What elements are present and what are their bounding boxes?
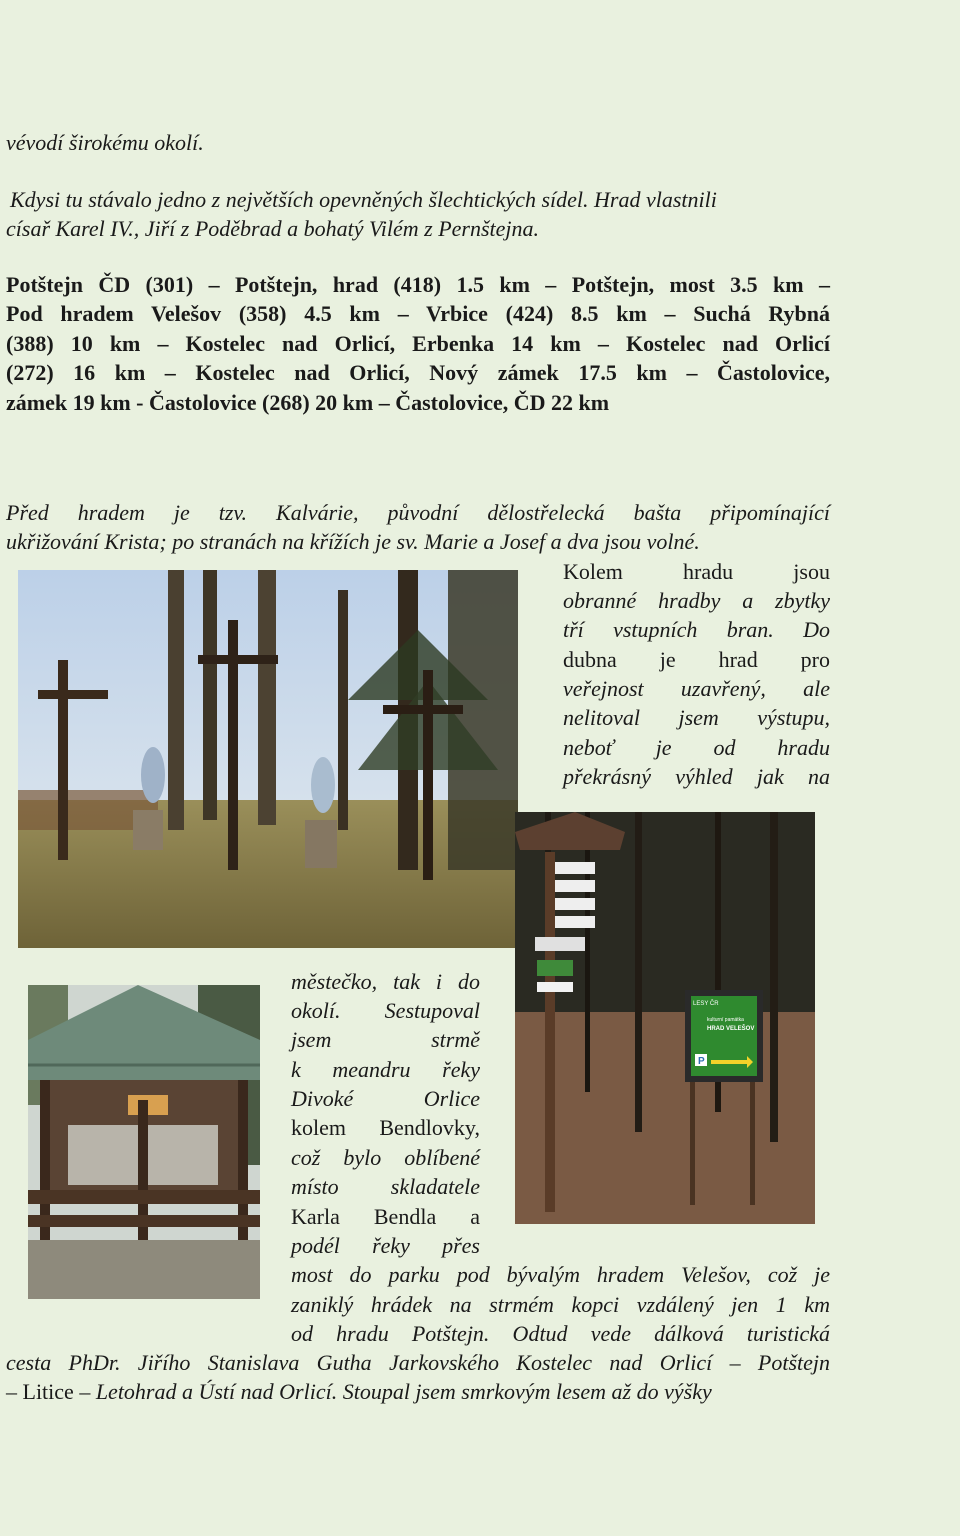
closing-line-5: – Litice – Letohrad a Ústí nad Orlicí. Stoupal jsem smrkovým lesem až do výšky (6, 1379, 712, 1404)
right-col-line-4: dubna je hrad pro (563, 647, 830, 672)
right-col-line-7: neboť je od hradu (563, 735, 830, 760)
mid-col-line-6: kolem Bendlovky, (291, 1115, 480, 1140)
route-line-3: (388) 10 km – Kostelec nad Orlicí, Erbenka 14 km – Kostelec nad Orlicí (6, 331, 830, 356)
closing-line-1: most do parku pod bývalým hradem Velešov, což je (291, 1262, 830, 1287)
route-line-4: (272) 16 km – Kostelec nad Orlicí, Nový zámek 17.5 km – Častolovice, (6, 360, 830, 385)
right-col-line-2: obranné hradby a zbytky (563, 588, 830, 613)
right-col-line-6: nelitoval jsem výstupu, (563, 705, 830, 730)
mid-col-line-8: místo skladatele (291, 1174, 480, 1199)
right-col-line-3: tří vstupních bran. Do (563, 617, 830, 642)
gazebo-photo (28, 985, 260, 1299)
intro-line: vévodí širokému okolí. (6, 130, 204, 155)
mid-col-line-4: k meandru řeky (291, 1057, 480, 1082)
closing-line-4: cesta PhDr. Jiřího Stanislava Gutha Jarkovského Kostelec nad Orlicí – Potštejn (6, 1350, 830, 1375)
board-line-1: kulturní památka (707, 1017, 744, 1023)
history-line-1: Kdysi tu stávalo jedno z největších opevněných šlechtických sídel. Hrad vlastnili (10, 187, 717, 212)
mid-col-line-7: což bylo oblíbené (291, 1145, 480, 1170)
route-line-2: Pod hradem Velešov (358) 4.5 km – Vrbice (424) 8.5 km – Suchá Rybná (6, 301, 830, 326)
right-col-line-8: překrásný výhled jak na (563, 764, 830, 789)
closing-line-2: zaniklý hrádek na strmém kopci vzdálený jen 1 km (291, 1292, 830, 1317)
history-line-2: císař Karel IV., Jiří z Poděbrad a bohatý Vilém z Pernštejna. (6, 216, 540, 241)
parking-icon: P (698, 1056, 705, 1067)
calvary-photo (18, 570, 518, 948)
kalvarie-line-2: ukřižování Krista; po stranách na křížích je sv. Marie a Josef a dva jsou volné. (6, 529, 700, 554)
right-col-line-5: veřejnost uzavřený, ale (563, 676, 830, 701)
board-org: LESY ČR (693, 1001, 719, 1007)
mid-col-line-9: Karla Bendla a (291, 1204, 480, 1229)
closing-line-3: od hradu Potštejn. Odtud vede dálková turistická (291, 1321, 830, 1346)
right-col-line-1: Kolem hradu jsou (563, 559, 830, 584)
mid-col-line-1: městečko, tak i do (291, 969, 480, 994)
board-line-2: HRAD VELEŠOV (707, 1026, 755, 1032)
kalvarie-line-1: Před hradem je tzv. Kalvárie, původní dělostřelecká bašta připomínající (6, 500, 830, 525)
mid-col-line-5: Divoké Orlice (291, 1086, 480, 1111)
mid-col-line-2: okolí. Sestupoval (291, 998, 480, 1023)
mid-col-line-3: jsem strmě (291, 1027, 480, 1052)
signpost-photo (515, 812, 815, 1224)
route-line-1: Potštejn ČD (301) – Potštejn, hrad (418) 1.5 km – Potštejn, most 3.5 km – (6, 272, 830, 297)
mid-col-line-10: podél řeky přes (291, 1233, 480, 1258)
route-line-5: zámek 19 km - Častolovice (268) 20 km – Častolovice, ČD 22 km (6, 390, 610, 415)
